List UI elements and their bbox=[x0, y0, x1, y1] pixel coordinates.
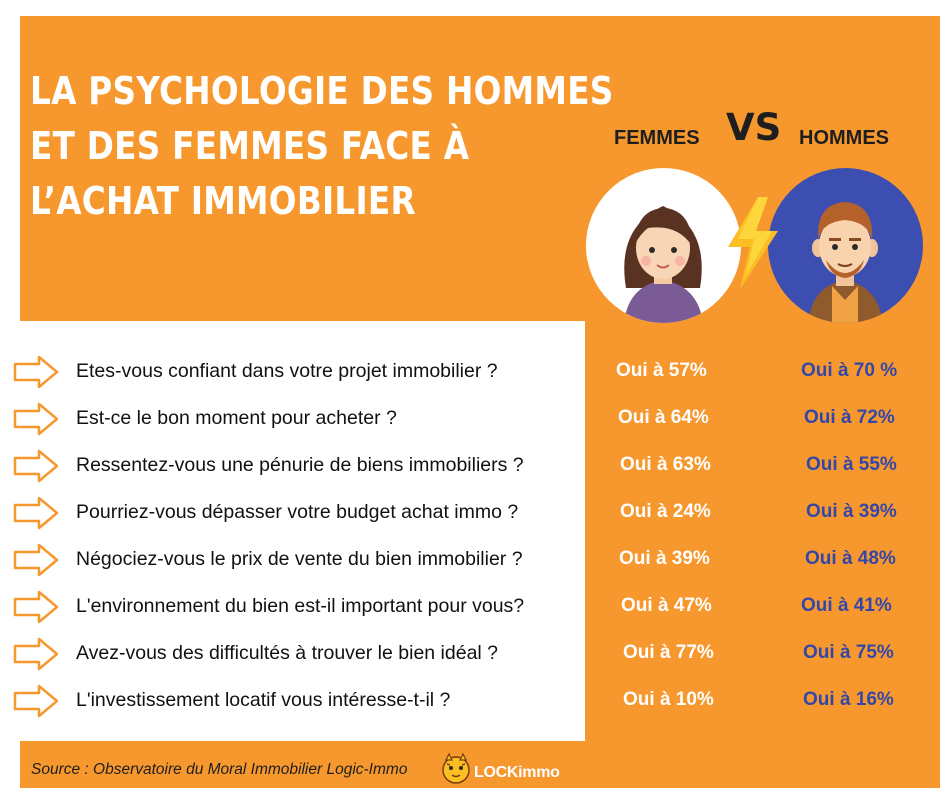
title-line: L’ACHAT IMMOBILIER bbox=[30, 179, 416, 223]
femmes-value: Oui à 63% bbox=[620, 454, 711, 475]
logo-wordmark: LOCKimmo bbox=[474, 764, 560, 781]
survey-row bbox=[0, 585, 940, 632]
woman-avatar-icon bbox=[586, 168, 741, 323]
femmes-value: Oui à 10% bbox=[623, 689, 714, 710]
hommes-value: Oui à 72% bbox=[804, 407, 895, 428]
survey-question: Ressentez-vous une pénurie de biens immobiliers ? bbox=[76, 454, 524, 476]
arrow-outline-icon bbox=[12, 683, 60, 719]
femmes-value: Oui à 47% bbox=[621, 595, 712, 616]
survey-question: Est-ce le bon moment pour acheter ? bbox=[76, 407, 397, 429]
femmes-column-header: FEMMES bbox=[614, 127, 700, 149]
man-avatar-icon bbox=[768, 168, 923, 323]
hommes-value: Oui à 16% bbox=[803, 689, 894, 710]
femmes-value: Oui à 64% bbox=[618, 407, 709, 428]
femmes-value: Oui à 39% bbox=[619, 548, 710, 569]
survey-question: Avez-vous des difficultés à trouver le bien idéal ? bbox=[76, 642, 499, 664]
arrow-outline-icon bbox=[12, 589, 60, 625]
survey-row bbox=[0, 350, 940, 397]
source-note: Source : Observatoire du Moral Immobilier Logic-Immo bbox=[31, 761, 408, 778]
title-line: LA PSYCHOLOGIE DES HOMMES bbox=[30, 69, 614, 113]
survey-row bbox=[0, 632, 940, 679]
hommes-value: Oui à 41% bbox=[801, 595, 892, 616]
hommes-column-header: HOMMES bbox=[799, 127, 889, 149]
arrow-outline-icon bbox=[12, 636, 60, 672]
femmes-value: Oui à 77% bbox=[623, 642, 714, 663]
arrow-outline-icon bbox=[12, 354, 60, 390]
page-title bbox=[30, 64, 614, 229]
arrow-outline-icon bbox=[12, 448, 60, 484]
survey-question: Négociez-vous le prix de vente du bien immobilier ? bbox=[76, 548, 523, 570]
survey-row bbox=[0, 679, 940, 726]
vs-label: VS bbox=[726, 106, 782, 149]
femmes-value: Oui à 57% bbox=[616, 360, 707, 381]
femmes-value: Oui à 24% bbox=[620, 501, 711, 522]
arrow-outline-icon bbox=[12, 401, 60, 437]
survey-row bbox=[0, 444, 940, 491]
survey-question: Pourriez-vous dépasser votre budget achat immo ? bbox=[76, 501, 519, 523]
hommes-value: Oui à 48% bbox=[805, 548, 896, 569]
hommes-value: Oui à 70 % bbox=[801, 360, 898, 381]
survey-row bbox=[0, 397, 940, 444]
survey-row bbox=[0, 491, 940, 538]
arrow-outline-icon bbox=[12, 495, 60, 531]
hommes-value: Oui à 39% bbox=[806, 501, 897, 522]
lightning-icon bbox=[724, 195, 782, 291]
survey-question: L'investissement locatif vous intéresse-t-il ? bbox=[76, 689, 451, 711]
title-line: ET DES FEMMES FACE À bbox=[30, 124, 470, 168]
arrow-outline-icon bbox=[12, 542, 60, 578]
hommes-value: Oui à 75% bbox=[803, 642, 894, 663]
survey-row bbox=[0, 538, 940, 585]
survey-question: L'environnement du bien est-il important pour vous? bbox=[76, 595, 525, 617]
hommes-value: Oui à 55% bbox=[806, 454, 897, 475]
survey-question: Etes-vous confiant dans votre projet immobilier ? bbox=[76, 360, 498, 382]
